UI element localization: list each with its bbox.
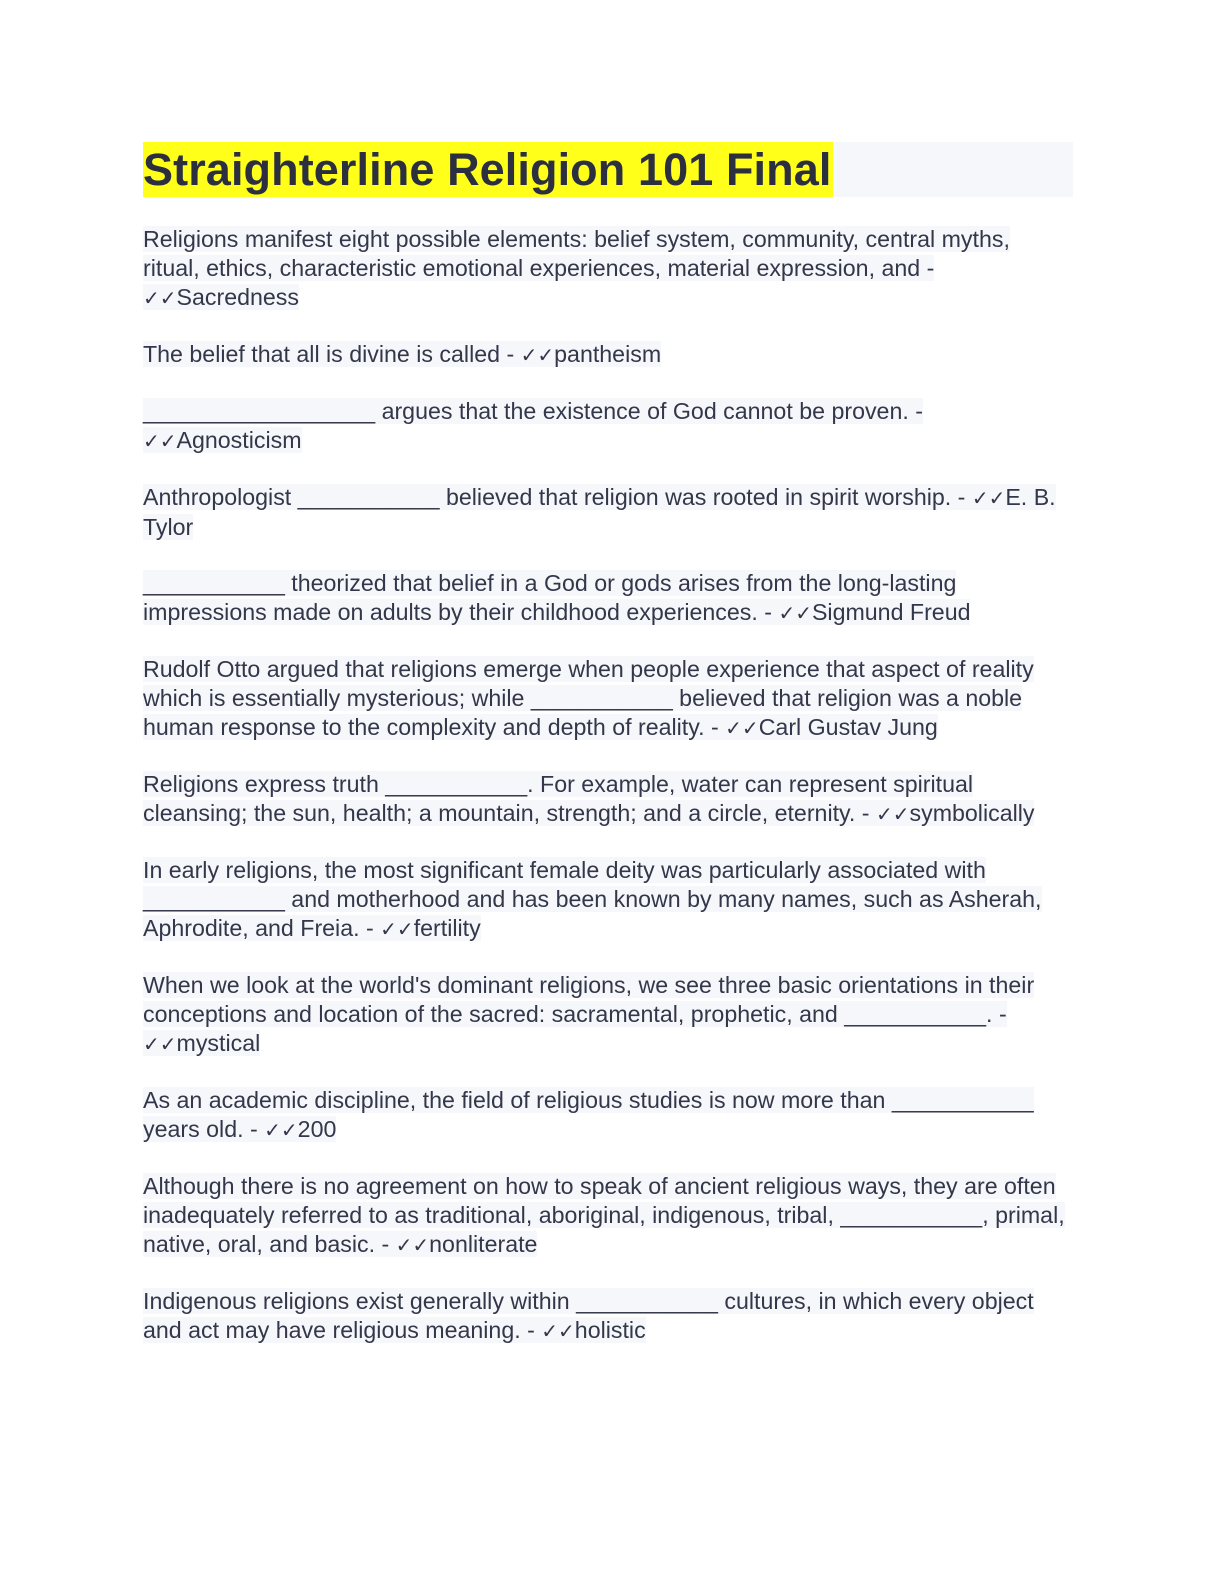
check-icon: ✓✓ (380, 917, 414, 941)
answer-text: Sacredness (176, 284, 299, 310)
answer-text: pantheism (554, 341, 662, 367)
document-page (143, 142, 1073, 1373)
question-text: ___________ theorized that belief in a God or gods arises from the long-lasting impressions made on adults by their childhood experiences. - (143, 570, 957, 625)
check-icon: ✓✓ (971, 486, 1006, 510)
answer-text: Carl Gustav Jung (758, 714, 938, 740)
answer-text: E. B. Tylor (143, 484, 1056, 540)
qa-item (143, 225, 1073, 313)
question-text: As an academic discipline, the field of religious studies is now more than ___________ years old. - (143, 1087, 1034, 1142)
question-text: Although there is no agreement on how to speak of ancient religious ways, they are often inadequately referred to as traditional, aboriginal, indigenous, tribal, ___________, primal, native, oral, and basic. - (143, 1173, 1065, 1257)
answer-text: mystical (176, 1030, 261, 1056)
document-title: Straighterline Religion 101 Final (143, 144, 832, 195)
question-text: The belief that all is divine is called - (143, 341, 515, 367)
answer-text: Agnosticism (176, 427, 302, 453)
answer-text: Sigmund Freud (811, 599, 971, 625)
check-icon: ✓✓ (520, 343, 555, 367)
question-text: Religions express truth ___________. For example, water can represent spiritual cleansing; the sun, health; a mountain, strength; and a circle, eternity. - (143, 771, 974, 826)
question-text: Rudolf Otto argued that religions emerge when people experience that aspect of reality which is essentially mysterious; while ___________ believed that religion was a noble human response to the complexity and depth of reality. - (143, 656, 1034, 740)
check-icon: ✓✓ (725, 716, 759, 740)
qa-item (143, 1172, 1073, 1260)
answer-text: fertility (413, 915, 481, 941)
qa-item (143, 1086, 1073, 1145)
check-icon: ✓✓ (143, 1032, 177, 1056)
answer-text: holistic (574, 1317, 646, 1343)
answer-text: 200 (297, 1116, 337, 1142)
check-icon: ✓✓ (875, 802, 910, 826)
qa-item (143, 856, 1073, 944)
check-icon: ✓✓ (143, 429, 177, 453)
question-text: Anthropologist ___________ believed that religion was rooted in spirit worship. - (143, 484, 966, 510)
question-text: In early religions, the most significant female deity was particularly associated with ___________ and motherhood and has been known by many names, such as Asherah, Aphrodite, and Freia. - (143, 857, 1042, 941)
qa-item (143, 397, 1073, 456)
qa-item (143, 483, 1073, 542)
check-icon: ✓✓ (541, 1319, 575, 1343)
title-bar (143, 142, 1073, 197)
check-icon: ✓✓ (778, 601, 812, 625)
qa-item (143, 971, 1073, 1059)
qa-item (143, 1287, 1073, 1346)
qa-list (143, 225, 1073, 1346)
qa-item (143, 655, 1073, 743)
qa-item (143, 770, 1073, 829)
check-icon: ✓✓ (395, 1233, 430, 1257)
question-text: __________________ argues that the existence of God cannot be proven. - (143, 398, 923, 424)
qa-item (143, 569, 1073, 628)
answer-text: nonliterate (429, 1231, 538, 1257)
qa-item (143, 340, 1073, 370)
check-icon: ✓✓ (264, 1118, 298, 1142)
question-text: When we look at the world's dominant religions, we see three basic orientations in their conceptions and location of the sacred: sacramental, prophetic, and ___________. - (143, 972, 1035, 1027)
answer-text: symbolically (909, 800, 1035, 826)
question-text: Religions manifest eight possible elements: belief system, community, central myths, ritual, ethics, characteristic emotional experiences, material expression, and - (143, 226, 1010, 281)
question-text: Indigenous religions exist generally within ___________ cultures, in which every object and act may have religious meaning. - (143, 1288, 1034, 1343)
check-icon: ✓✓ (143, 286, 177, 310)
